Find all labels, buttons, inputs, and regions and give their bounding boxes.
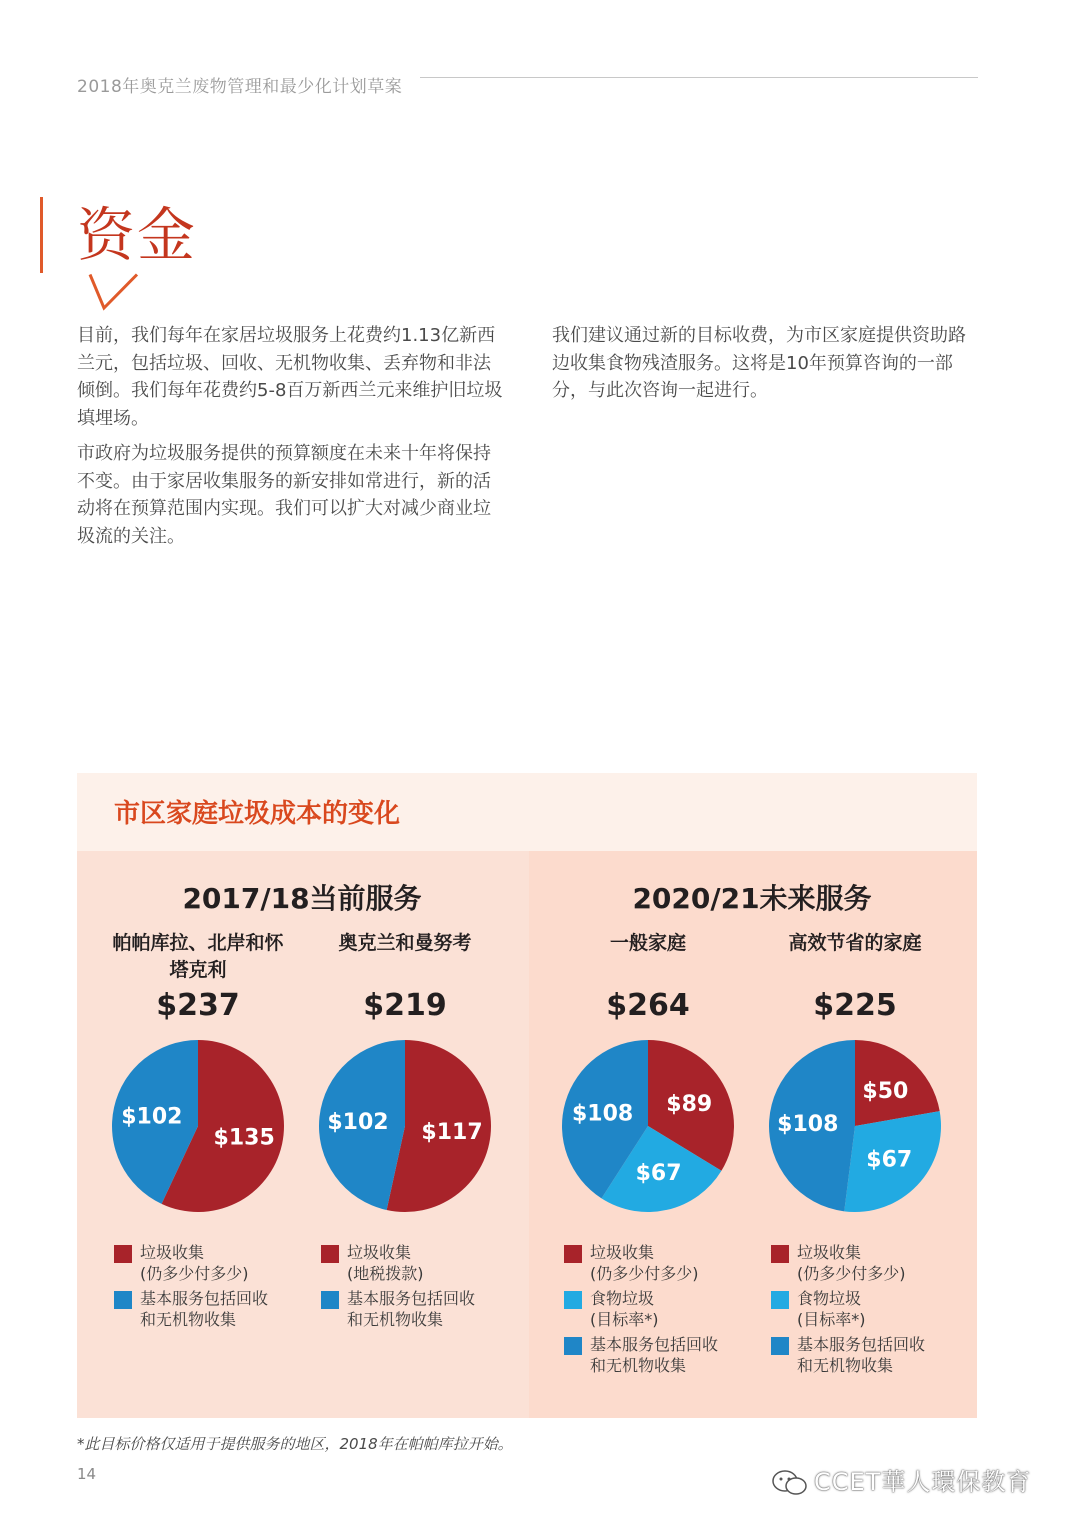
pie-legend: [771, 1242, 971, 1380]
document-header-title: 2018年奥克兰废物管理和最少化计划草案: [77, 77, 403, 97]
watermark: [770, 1462, 1031, 1498]
pie-chart-title: 帕帕库拉、北岸和怀塔克利: [112, 932, 284, 981]
pie-chart-block: [755, 930, 955, 1173]
legend-swatch: [114, 1245, 132, 1263]
pie-slice-label: $108: [571, 1101, 634, 1127]
pie-chart: [112, 1040, 284, 1212]
pie-chart-total: $225: [813, 988, 897, 1023]
pie-slice-label: $67: [866, 1147, 913, 1173]
legend-item: 基本服务包括回收 和无机物收集: [114, 1288, 314, 1330]
section-bracket: [40, 197, 43, 273]
pie-slice-label: $89: [666, 1091, 713, 1117]
section-underline: [42, 273, 922, 313]
legend-item: 食物垃圾 (目标率*): [771, 1288, 971, 1330]
legend-swatch: [771, 1291, 789, 1309]
wechat-icon: [770, 1468, 810, 1498]
panel-header: [77, 773, 977, 851]
watermark-text: CCET華人環保教育: [814, 1468, 1032, 1496]
pie-slice-label: $67: [635, 1161, 682, 1187]
legend-swatch: [771, 1337, 789, 1355]
legend-item: 食物垃圾 (目标率*): [564, 1288, 764, 1330]
pie-legend: [114, 1242, 314, 1334]
legend-swatch: [564, 1245, 582, 1263]
pie-chart-title: 奥克兰和曼努考: [338, 932, 472, 954]
footnote: *此目标价格仅适用于提供服务的地区，2018年在帕帕库拉开始。: [77, 1435, 513, 1453]
legend-swatch: [564, 1337, 582, 1355]
pie-chart: [319, 1040, 491, 1212]
legend-swatch: [321, 1291, 339, 1309]
pie-chart: [562, 1040, 734, 1212]
pie-legend: [321, 1242, 521, 1334]
pie-chart-title: 一般家庭: [609, 932, 686, 954]
page-number: 14: [77, 1465, 97, 1483]
legend-swatch: [564, 1291, 582, 1309]
body-paragraph: 目前，我们每年在家居垃圾服务上花费约1.13亿新西兰元，包括垃圾、回收、无机物收集、丢弃物和非法倾倒。我们每年花费约5-8百万新西兰元来维护旧垃圾填埋场。: [77, 325, 503, 429]
legend-swatch: [771, 1245, 789, 1263]
pie-chart-title: 高效节省的家庭: [788, 932, 922, 954]
legend-item: 基本服务包括回收 和无机物收集: [321, 1288, 521, 1330]
legend-swatch: [114, 1291, 132, 1309]
legend-item: 基本服务包括回收 和无机物收集: [771, 1334, 971, 1376]
pie-chart-total: $237: [156, 988, 240, 1023]
body-paragraph: 市政府为垃圾服务提供的预算额度在未来十年将保持不变。由于家居收集服务的新安排如常进行，新的活动将在预算范围内实现。我们可以扩大对减少商业垃圾流的关注。: [77, 443, 491, 547]
legend-item: 基本服务包括回收 和无机物收集: [564, 1334, 764, 1376]
body-paragraph: 我们建议通过新的目标收费，为市区家庭提供资助路边收集食物残渣服务。这将是10年预算咨询的一部分，与此次咨询一起进行。: [552, 325, 966, 401]
pie-chart-total: $219: [363, 988, 447, 1023]
pie-chart-total: $264: [606, 988, 690, 1023]
legend-item: 垃圾收集 (仍多少付多少): [771, 1242, 971, 1284]
pie-slice-label: $108: [777, 1112, 839, 1138]
legend-item: 垃圾收集 (地税拨款): [321, 1242, 521, 1284]
pie-slice-label: $102: [121, 1104, 183, 1130]
pie-slice-label: $135: [213, 1125, 275, 1151]
pie-chart-block: [548, 930, 748, 1187]
pie-chart: [769, 1040, 941, 1212]
current-service-title: 2017/18当前服务: [182, 882, 422, 915]
legend-item: 垃圾收集 (仍多少付多少): [564, 1242, 764, 1284]
panel-title: 市区家庭垃圾成本的变化: [114, 799, 401, 829]
section-title: 资金: [77, 201, 198, 269]
pie-slice-label: $117: [421, 1120, 483, 1146]
header-rule: [420, 77, 978, 78]
pie-slice-label: $50: [862, 1078, 909, 1104]
pie-legend: [564, 1242, 764, 1380]
pie-chart-block: [305, 930, 505, 1146]
pie-chart-block: [98, 930, 298, 1151]
future-service-title: 2020/21未来服务: [632, 882, 872, 915]
legend-item: 垃圾收集 (仍多少付多少): [114, 1242, 314, 1284]
legend-swatch: [321, 1245, 339, 1263]
pie-slice-label: $102: [327, 1109, 389, 1135]
